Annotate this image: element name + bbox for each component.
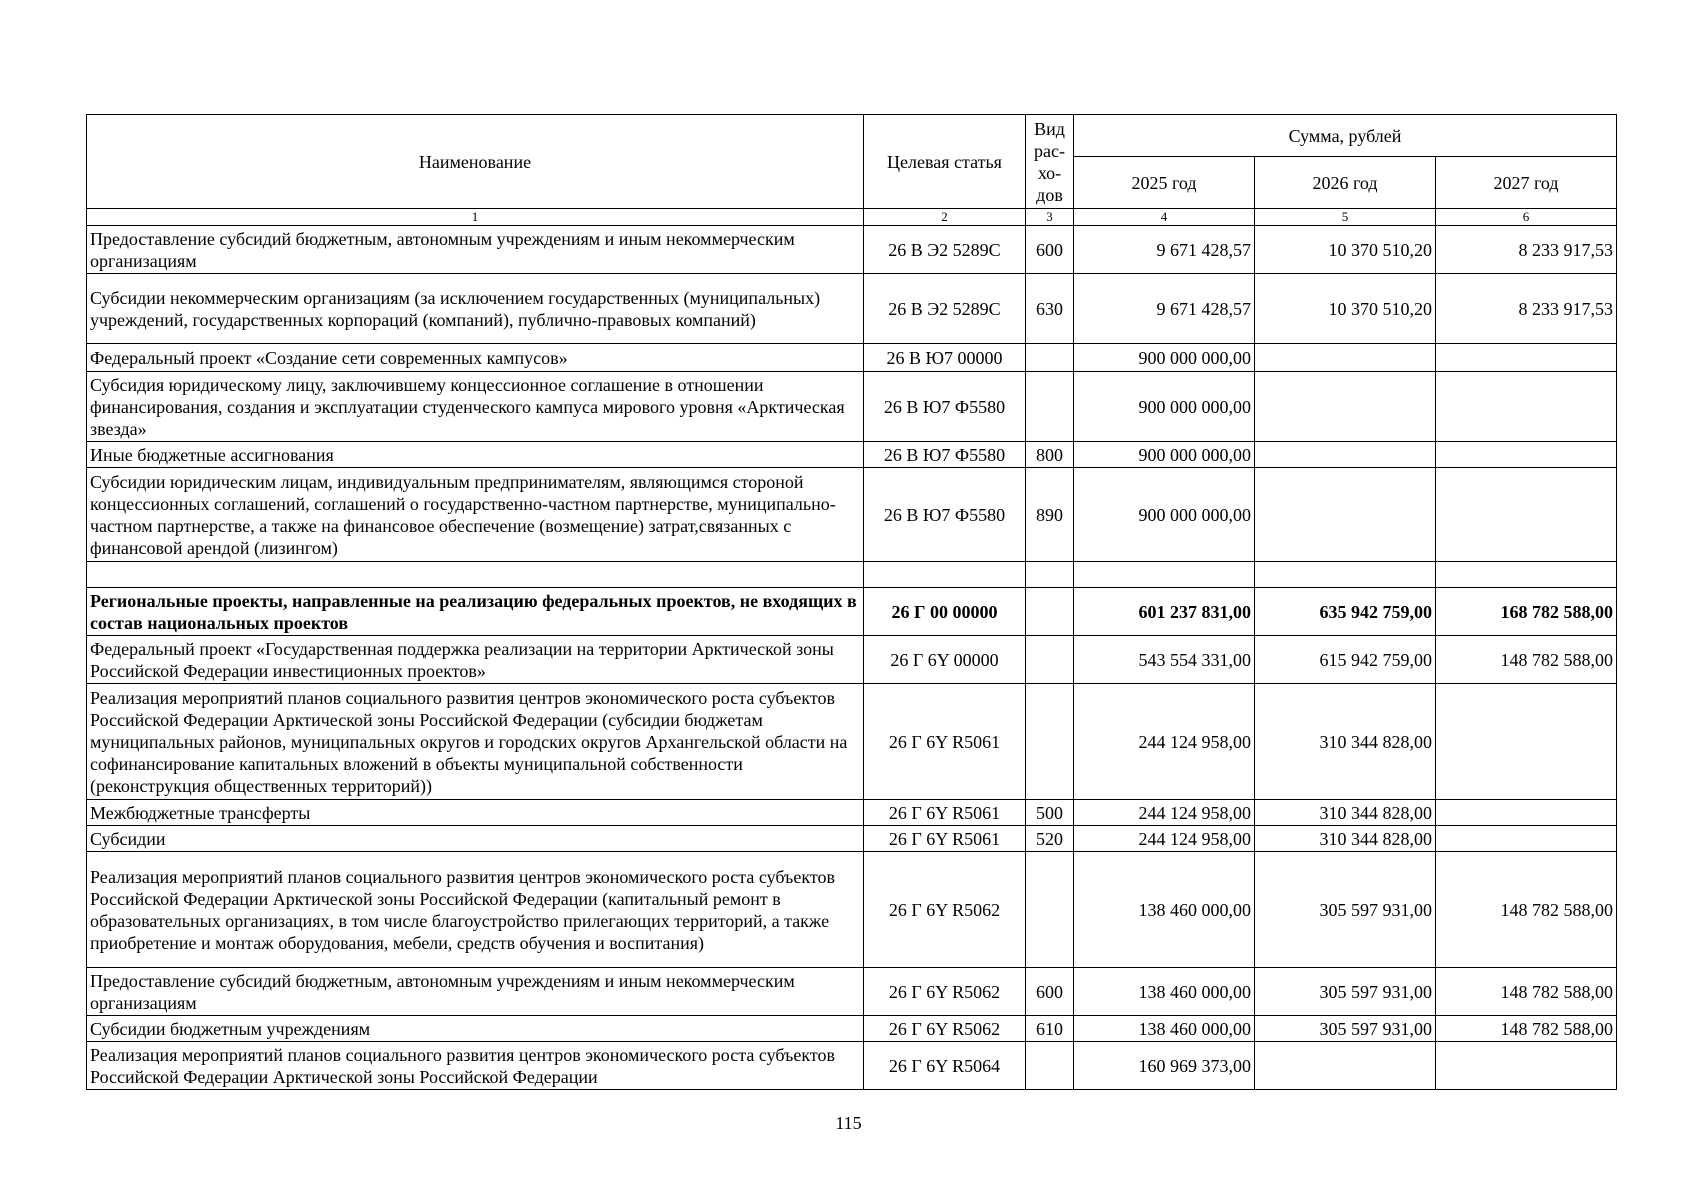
- row-target-article: [864, 562, 1026, 588]
- row-sum-2025: 900 000 000,00: [1074, 442, 1255, 468]
- header-year-2026: 2026 год: [1255, 157, 1436, 209]
- row-sum-2026: [1255, 442, 1436, 468]
- column-index-4: 4: [1074, 209, 1255, 226]
- row-target-article: 26 Г 6Y R5064: [864, 1042, 1026, 1090]
- row-sum-2026: [1255, 468, 1436, 562]
- row-sum-2025: 138 460 000,00: [1074, 852, 1255, 968]
- row-name: Субсидии бюджетным учреждениям: [87, 1016, 864, 1042]
- row-name: Региональные проекты, направленные на реализацию федеральных проектов, не входящих в состав национальных проектов: [87, 588, 864, 636]
- table-row: [87, 800, 1617, 826]
- row-name: Предоставление субсидий бюджетным, автономным учреждениям и иным некоммерческим организациям: [87, 226, 864, 274]
- row-expense-kind: [1026, 588, 1074, 636]
- header-sum: Сумма, рублей: [1074, 115, 1617, 157]
- row-sum-2026: [1255, 1042, 1436, 1090]
- row-expense-kind: [1026, 1042, 1074, 1090]
- row-sum-2027: 8 233 917,53: [1436, 274, 1617, 344]
- row-target-article: 26 В Ю7 Ф5580: [864, 442, 1026, 468]
- column-index-2: 2: [864, 209, 1026, 226]
- row-expense-kind: [1026, 852, 1074, 968]
- row-name: Субсидии некоммерческим организациям (за исключением государственных (муниципальных) учреждений, государственных корпораций (компаний), публично-правовых компаний): [87, 274, 864, 344]
- row-expense-kind: [1026, 562, 1074, 588]
- row-name: Субсидия юридическому лицу, заключившему концессионное соглашение в отношении финансирования, создания и эксплуатации студенческого кампуса мирового уровня «Арктическая звезда»: [87, 372, 864, 442]
- row-sum-2027: [1436, 1042, 1617, 1090]
- header-expense-kind: Вид рас-хо-дов: [1026, 115, 1074, 209]
- row-sum-2027: [1436, 442, 1617, 468]
- row-sum-2026: 10 370 510,20: [1255, 226, 1436, 274]
- row-expense-kind: [1026, 684, 1074, 800]
- row-sum-2026: 615 942 759,00: [1255, 636, 1436, 684]
- row-target-article: 26 Г 6Y R5061: [864, 826, 1026, 852]
- row-name: Субсидии юридическим лицам, индивидуальным предпринимателям, являющимся стороной концессионных соглашений, соглашений о государственно-частном партнерстве, муниципально-частном партнерстве, а также на финансовое обеспечение (возмещение) затрат,связанных с финансовой арендой (лизингом): [87, 468, 864, 562]
- row-sum-2026: 310 344 828,00: [1255, 800, 1436, 826]
- row-sum-2027: 148 782 588,00: [1436, 636, 1617, 684]
- row-sum-2027: 148 782 588,00: [1436, 852, 1617, 968]
- row-sum-2026: 635 942 759,00: [1255, 588, 1436, 636]
- table-row: [87, 372, 1617, 442]
- row-sum-2025: 9 671 428,57: [1074, 226, 1255, 274]
- page-number: 115: [835, 1113, 862, 1133]
- row-sum-2026: 305 597 931,00: [1255, 968, 1436, 1016]
- row-sum-2027: 148 782 588,00: [1436, 968, 1617, 1016]
- row-target-article: 26 В Э2 5289С: [864, 226, 1026, 274]
- row-sum-2025: 244 124 958,00: [1074, 826, 1255, 852]
- row-sum-2027: [1436, 562, 1617, 588]
- table-row: [87, 468, 1617, 562]
- row-name: Федеральный проект «Государственная поддержка реализации на территории Арктической зоны Российской Федерации инвестиционных проектов»: [87, 636, 864, 684]
- row-sum-2027: [1436, 344, 1617, 372]
- column-index-5: 5: [1255, 209, 1436, 226]
- row-sum-2027: [1436, 372, 1617, 442]
- row-sum-2027: [1436, 684, 1617, 800]
- row-expense-kind: 600: [1026, 968, 1074, 1016]
- row-expense-kind: 520: [1026, 826, 1074, 852]
- row-sum-2026: 310 344 828,00: [1255, 684, 1436, 800]
- row-target-article: 26 Г 6Y R5062: [864, 852, 1026, 968]
- row-sum-2027: 148 782 588,00: [1436, 1016, 1617, 1042]
- row-sum-2027: 168 782 588,00: [1436, 588, 1617, 636]
- row-expense-kind: [1026, 372, 1074, 442]
- row-sum-2025: 160 969 373,00: [1074, 1042, 1255, 1090]
- row-expense-kind: 630: [1026, 274, 1074, 344]
- row-sum-2025: 244 124 958,00: [1074, 684, 1255, 800]
- row-sum-2026: 305 597 931,00: [1255, 852, 1436, 968]
- table-row: [87, 636, 1617, 684]
- row-target-article: 26 Г 6Y R5062: [864, 968, 1026, 1016]
- row-sum-2026: 310 344 828,00: [1255, 826, 1436, 852]
- budget-table: [86, 114, 1617, 1090]
- table-row: [87, 344, 1617, 372]
- row-target-article: 26 Г 6Y R5062: [864, 1016, 1026, 1042]
- row-target-article: 26 Г 6Y R5061: [864, 684, 1026, 800]
- row-target-article: 26 В Ю7 00000: [864, 344, 1026, 372]
- row-target-article: 26 В Э2 5289С: [864, 274, 1026, 344]
- table-row: [87, 442, 1617, 468]
- row-sum-2025: 244 124 958,00: [1074, 800, 1255, 826]
- table-row: [87, 968, 1617, 1016]
- table-row: [87, 274, 1617, 344]
- row-sum-2027: 8 233 917,53: [1436, 226, 1617, 274]
- row-sum-2025: 138 460 000,00: [1074, 968, 1255, 1016]
- row-name: Реализация мероприятий планов социального развития центров экономического роста субъектов Российской Федерации Арктической зоны Российской Федерации (капитальный ремонт в образовательных организациях, в том числе благоустройство прилегающих территорий, а также приобретение и монтаж оборудования, мебели, средств обучения и воспитания): [87, 852, 864, 968]
- row-sum-2025: 9 671 428,57: [1074, 274, 1255, 344]
- row-expense-kind: [1026, 344, 1074, 372]
- table-row: [87, 852, 1617, 968]
- row-target-article: 26 Г 6Y 00000: [864, 636, 1026, 684]
- table-row: [87, 1016, 1617, 1042]
- row-expense-kind: [1026, 636, 1074, 684]
- header-target-article: Целевая статья: [864, 115, 1026, 209]
- row-sum-2026: 305 597 931,00: [1255, 1016, 1436, 1042]
- table-row-section: [87, 588, 1617, 636]
- row-sum-2026: [1255, 372, 1436, 442]
- row-expense-kind: 890: [1026, 468, 1074, 562]
- table-row: [87, 1042, 1617, 1090]
- header-year-2027: 2027 год: [1436, 157, 1617, 209]
- row-sum-2025: 543 554 331,00: [1074, 636, 1255, 684]
- row-expense-kind: 600: [1026, 226, 1074, 274]
- row-sum-2026: 10 370 510,20: [1255, 274, 1436, 344]
- row-name: Субсидии: [87, 826, 864, 852]
- row-expense-kind: 500: [1026, 800, 1074, 826]
- row-sum-2027: [1436, 468, 1617, 562]
- row-expense-kind: 800: [1026, 442, 1074, 468]
- row-target-article: 26 В Ю7 Ф5580: [864, 468, 1026, 562]
- header-year-2025: 2025 год: [1074, 157, 1255, 209]
- column-index-1: 1: [87, 209, 864, 226]
- row-sum-2025: [1074, 562, 1255, 588]
- row-name: [87, 562, 864, 588]
- table-row-empty: [87, 562, 1617, 588]
- row-name: Предоставление субсидий бюджетным, автономным учреждениям и иным некоммерческим организациям: [87, 968, 864, 1016]
- row-sum-2026: [1255, 344, 1436, 372]
- row-sum-2025: 900 000 000,00: [1074, 468, 1255, 562]
- row-sum-2025: 601 237 831,00: [1074, 588, 1255, 636]
- table-row: [87, 826, 1617, 852]
- column-index-6: 6: [1436, 209, 1617, 226]
- header-name: Наименование: [87, 115, 864, 209]
- row-sum-2027: [1436, 826, 1617, 852]
- row-name: Межбюджетные трансферты: [87, 800, 864, 826]
- row-target-article: 26 Г 00 00000: [864, 588, 1026, 636]
- row-sum-2025: 900 000 000,00: [1074, 344, 1255, 372]
- table-row: [87, 226, 1617, 274]
- row-name: Реализация мероприятий планов социального развития центров экономического роста субъектов Российской Федерации Арктической зоны Российской Федерации (субсидии бюджетам муниципальных районов, муниципальных округов и городских округов Архангельской области на софинансирование капитальных вложений в объекты муниципальной собственности (реконструкция общественных территорий)): [87, 684, 864, 800]
- row-sum-2025: 900 000 000,00: [1074, 372, 1255, 442]
- row-sum-2026: [1255, 562, 1436, 588]
- row-name: Федеральный проект «Создание сети современных кампусов»: [87, 344, 864, 372]
- row-target-article: 26 Г 6Y R5061: [864, 800, 1026, 826]
- column-index-3: 3: [1026, 209, 1074, 226]
- row-sum-2027: [1436, 800, 1617, 826]
- row-sum-2025: 138 460 000,00: [1074, 1016, 1255, 1042]
- row-target-article: 26 В Ю7 Ф5580: [864, 372, 1026, 442]
- table-row: [87, 684, 1617, 800]
- row-name: Реализация мероприятий планов социального развития центров экономического роста субъектов Российской Федерации Арктической зоны Российской Федерации: [87, 1042, 864, 1090]
- row-name: Иные бюджетные ассигнования: [87, 442, 864, 468]
- row-expense-kind: 610: [1026, 1016, 1074, 1042]
